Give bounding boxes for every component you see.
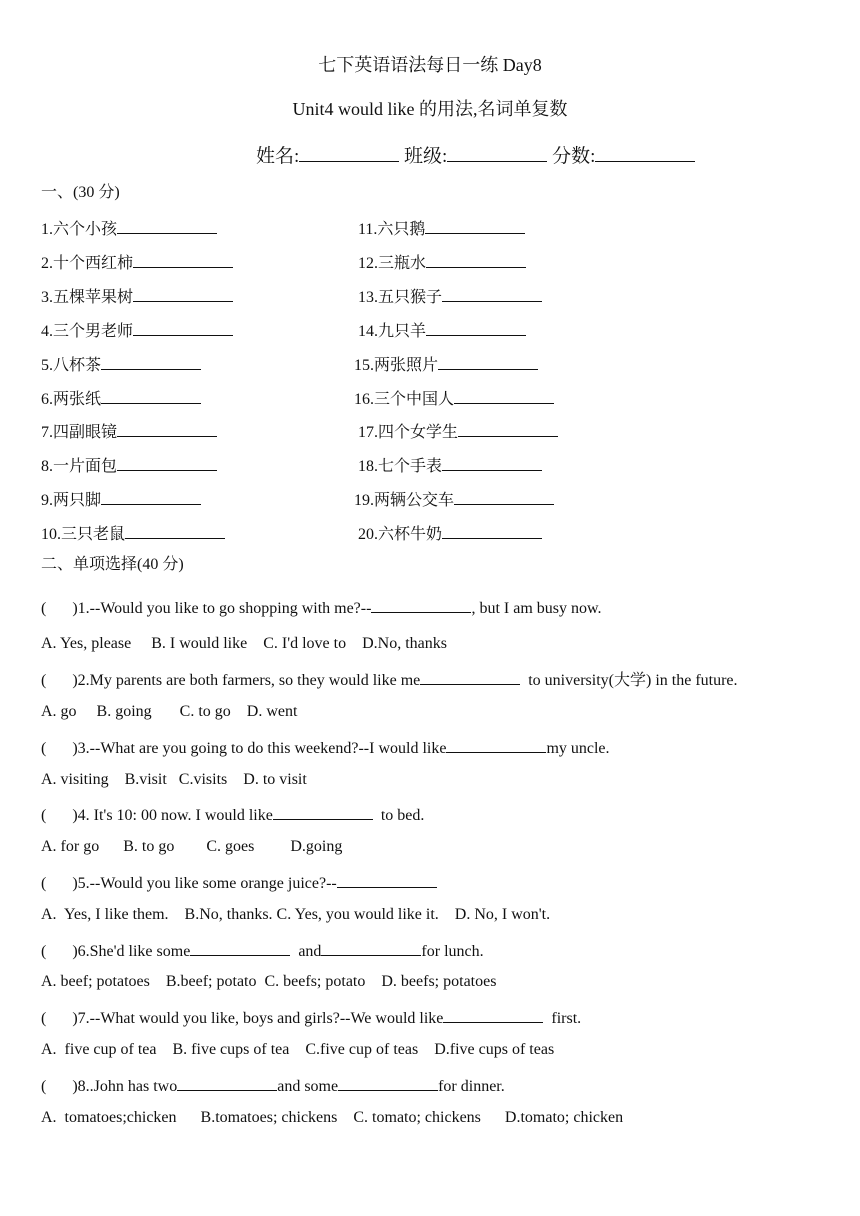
answer-blank[interactable] bbox=[273, 803, 373, 820]
answer-blank[interactable] bbox=[338, 1074, 438, 1091]
question-text: )2.My parents are both farmers, so they would like me bbox=[72, 672, 421, 689]
exercise-item bbox=[354, 488, 554, 511]
exercise-item bbox=[41, 488, 201, 511]
question-text-mid: my uncle. bbox=[546, 740, 610, 757]
question-text: )6.She'd like some bbox=[72, 943, 191, 960]
exercise-prompt: 3.五棵苹果树 bbox=[41, 289, 134, 306]
answer-blank[interactable] bbox=[125, 522, 225, 539]
answer-blank[interactable] bbox=[190, 939, 290, 956]
answer-blank[interactable] bbox=[133, 285, 233, 302]
exercise-prompt: 8.一片面包 bbox=[41, 458, 118, 475]
exercise-prompt: 13.五只猴子 bbox=[358, 289, 443, 306]
question-text-mid: , but I am busy now. bbox=[471, 600, 602, 617]
answer-options: A. go B. going C. to go D. went bbox=[41, 703, 298, 720]
answer-blank[interactable] bbox=[426, 319, 526, 336]
exercise-item bbox=[354, 353, 538, 376]
exercise-item bbox=[41, 251, 233, 274]
answer-blank[interactable] bbox=[442, 522, 542, 539]
exercise-item bbox=[41, 353, 201, 376]
section2-heading: 二、单项选择(40 分) bbox=[41, 556, 184, 573]
exercise-prompt: 15.两张照片 bbox=[354, 357, 439, 374]
exercise-prompt: 20.六杯牛奶 bbox=[358, 526, 443, 543]
exercise-item bbox=[41, 420, 217, 443]
exercise-prompt: 4.三个男老师 bbox=[41, 323, 134, 340]
question-row bbox=[41, 871, 437, 894]
question-text-mid: and some bbox=[277, 1078, 339, 1095]
question-text: )4. It's 10: 00 now. I would like bbox=[72, 807, 273, 824]
answer-blank[interactable] bbox=[117, 217, 217, 234]
question-text: )1.--Would you like to go shopping with me?-- bbox=[72, 600, 372, 617]
answer-options: A. for go B. to go C. goes D.going bbox=[41, 838, 343, 855]
exercise-prompt: 18.七个手表 bbox=[358, 458, 443, 475]
answer-blank[interactable] bbox=[101, 353, 201, 370]
answer-options: A. Yes, I like them. B.No, thanks. C. Yes, you would like it. D. No, I won't. bbox=[41, 906, 551, 923]
question-row bbox=[41, 668, 738, 691]
exercise-item bbox=[41, 217, 217, 240]
question-text-mid: to university(大学) in the future. bbox=[520, 672, 738, 689]
exercise-item bbox=[41, 285, 233, 308]
question-text-mid: to bed. bbox=[372, 807, 425, 824]
exercise-prompt: 9.两只脚 bbox=[41, 492, 102, 509]
name-label: 姓名: bbox=[256, 146, 300, 167]
exercise-prompt: 6.两张纸 bbox=[41, 391, 102, 408]
exercise-item bbox=[41, 387, 201, 410]
exercise-item bbox=[358, 251, 526, 274]
exercise-prompt: 5.八杯茶 bbox=[41, 357, 102, 374]
answer-blank[interactable] bbox=[101, 488, 201, 505]
question-text-post: for lunch. bbox=[421, 943, 484, 960]
exercise-prompt: 19.两辆公交车 bbox=[354, 492, 455, 509]
answer-blank[interactable] bbox=[442, 454, 542, 471]
student-info-row bbox=[256, 143, 695, 167]
exercise-item bbox=[358, 217, 525, 240]
question-paren: ( bbox=[41, 1078, 47, 1095]
exercise-prompt: 16.三个中国人 bbox=[354, 391, 455, 408]
exercise-prompt: 10.三只老鼠 bbox=[41, 526, 126, 543]
exercise-item bbox=[41, 522, 225, 545]
answer-blank[interactable] bbox=[438, 353, 538, 370]
answer-blank[interactable] bbox=[454, 387, 554, 404]
answer-blank[interactable] bbox=[133, 319, 233, 336]
answer-blank[interactable] bbox=[321, 939, 421, 956]
exercise-item bbox=[41, 454, 217, 477]
answer-options: A. tomatoes;chicken B.tomatoes; chickens C. tomato; chickens D.tomato; chicken bbox=[41, 1109, 624, 1126]
exercise-prompt: 11.六只鹅 bbox=[358, 221, 426, 238]
exercise-prompt: 14.九只羊 bbox=[358, 323, 427, 340]
exercise-item bbox=[358, 420, 558, 443]
exercise-item bbox=[41, 319, 233, 342]
question-paren: ( bbox=[41, 600, 47, 617]
answer-blank[interactable] bbox=[442, 285, 542, 302]
answer-blank[interactable] bbox=[426, 251, 526, 268]
name-field[interactable] bbox=[299, 143, 399, 162]
answer-blank[interactable] bbox=[446, 736, 546, 753]
answer-blank[interactable] bbox=[443, 1006, 543, 1023]
answer-blank[interactable] bbox=[177, 1074, 277, 1091]
page-subtitle: Unit4 would like 的用法,名词单复数 bbox=[292, 99, 568, 119]
question-row bbox=[41, 1006, 581, 1029]
question-paren: ( bbox=[41, 672, 47, 689]
question-text-mid: and bbox=[290, 943, 322, 960]
question-row bbox=[41, 1074, 505, 1097]
question-paren: ( bbox=[41, 1010, 47, 1027]
answer-blank[interactable] bbox=[458, 420, 558, 437]
answer-blank[interactable] bbox=[117, 420, 217, 437]
question-text: )3.--What are you going to do this weekend?--I would like bbox=[72, 740, 447, 757]
question-row bbox=[41, 803, 424, 826]
question-text: )8..John has two bbox=[72, 1078, 178, 1095]
answer-blank[interactable] bbox=[425, 217, 525, 234]
exercise-prompt: 2.十个西红柿 bbox=[41, 255, 134, 272]
exercise-item bbox=[354, 387, 554, 410]
class-label: 班级: bbox=[404, 146, 448, 167]
answer-options: A. Yes, please B. I would like C. I'd love to D.No, thanks bbox=[41, 635, 447, 652]
exercise-prompt: 17.四个女学生 bbox=[358, 424, 459, 441]
answer-blank[interactable] bbox=[337, 871, 437, 888]
exercise-prompt: 7.四副眼镜 bbox=[41, 424, 118, 441]
question-paren: ( bbox=[41, 740, 47, 757]
answer-blank[interactable] bbox=[371, 596, 471, 613]
answer-options: A. five cup of tea B. five cups of tea C.five cup of teas D.five cups of teas bbox=[41, 1041, 555, 1058]
answer-blank[interactable] bbox=[117, 454, 217, 471]
section1-heading: 一、(30 分) bbox=[41, 184, 120, 201]
question-paren: ( bbox=[41, 943, 47, 960]
question-row bbox=[41, 736, 610, 759]
answer-blank[interactable] bbox=[454, 488, 554, 505]
answer-blank[interactable] bbox=[420, 668, 520, 685]
exercise-item bbox=[358, 319, 526, 342]
question-paren: ( bbox=[41, 875, 47, 892]
answer-blank[interactable] bbox=[101, 387, 201, 404]
question-paren: ( bbox=[41, 807, 47, 824]
exercise-item bbox=[358, 454, 542, 477]
question-row bbox=[41, 596, 602, 619]
answer-options: A. visiting B.visit C.visits D. to visit bbox=[41, 771, 307, 788]
exercise-item bbox=[358, 285, 542, 308]
exercise-prompt: 12.三瓶水 bbox=[358, 255, 427, 272]
exercise-item bbox=[358, 522, 542, 545]
class-field[interactable] bbox=[447, 143, 547, 162]
score-field[interactable] bbox=[595, 143, 695, 162]
question-text-post: for dinner. bbox=[438, 1078, 505, 1095]
exercise-prompt: 1.六个小孩 bbox=[41, 221, 118, 238]
question-text: )5.--Would you like some orange juice?-- bbox=[72, 875, 337, 892]
answer-options: A. beef; potatoes B.beef; potato C. beefs; potato D. beefs; potatoes bbox=[41, 973, 497, 990]
question-text-mid: first. bbox=[543, 1010, 582, 1027]
score-label: 分数: bbox=[552, 146, 596, 167]
page-title: 七下英语语法每日一练 Day8 bbox=[318, 55, 542, 75]
question-row bbox=[41, 939, 484, 962]
question-text: )7.--What would you like, boys and girls?--We would like bbox=[72, 1010, 444, 1027]
answer-blank[interactable] bbox=[133, 251, 233, 268]
